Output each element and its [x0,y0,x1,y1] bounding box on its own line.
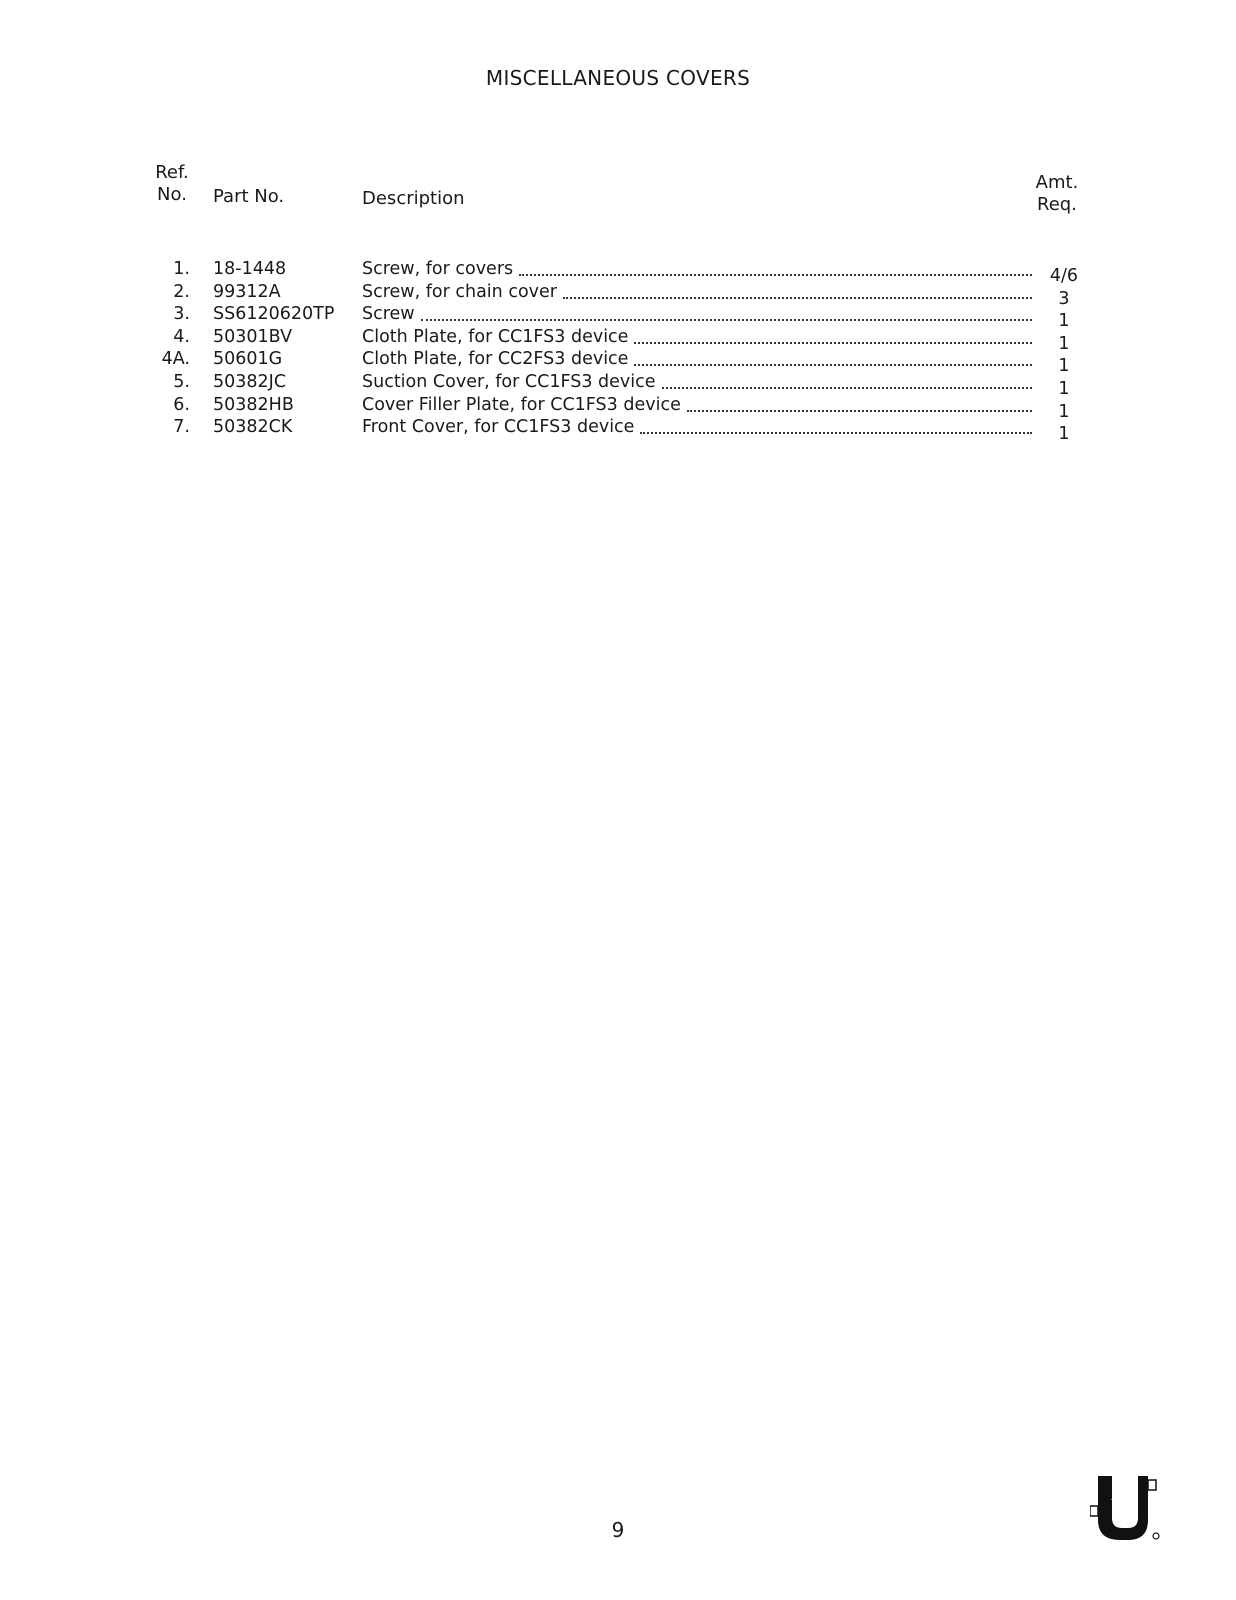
header-amt-line1: Amt. [1035,172,1079,193]
page-title: MISCELLANEOUS COVERS [485,66,751,90]
ref-number: 3. [173,304,190,325]
header-ref-line1: Ref. [155,162,189,183]
part-number: 99312A [213,281,281,302]
quantity: 1 [1058,311,1070,332]
part-number: SS6120620TP [213,304,335,325]
dot-leader [519,274,1032,276]
description-cell [362,303,1032,325]
quantity: 3 [1058,288,1070,309]
part-number: 50382HB [213,394,294,415]
header-amt-line2: Req. [1037,194,1077,215]
description-text: Front Cover, for CC1FS3 device [362,417,635,438]
ref-number: 6. [173,394,190,415]
ref-number: 4A. [161,349,190,370]
description-text: Cover Filler Plate, for CC1FS3 device [362,394,681,415]
description-cell [362,326,1032,348]
dot-leader [634,342,1032,344]
description-text: Screw, for chain cover [362,281,557,302]
table-row [0,281,1236,309]
dot-leader [421,319,1032,321]
page-number: 9 [611,1518,625,1542]
part-number: 50601G [213,349,283,370]
description-text: Cloth Plate, for CC2FS3 device [362,349,629,370]
table-row [0,416,1236,445]
quantity: 1 [1058,333,1070,354]
logo-left-tab [1090,1506,1098,1516]
description-cell [362,394,1032,416]
dot-leader [563,297,1032,299]
part-number: 18-1448 [213,259,287,279]
registered-mark-icon [1153,1533,1159,1539]
description-text: Cloth Plate, for CC1FS3 device [362,326,629,347]
header-ref-no [150,162,194,206]
ref-number: 5. [173,371,190,392]
description-cell [362,371,1032,393]
table-row [0,348,1236,377]
description-cell [362,281,1032,303]
description-cell [362,258,1032,280]
part-number: 50301BV [213,326,293,347]
description-text: Screw [362,304,415,325]
header-part-no: Part No. [213,186,285,207]
ref-number: 7. [173,417,190,438]
table-row [0,394,1236,422]
description-cell [362,416,1032,438]
dot-leader [687,410,1032,412]
quantity: 4/6 [1049,266,1079,286]
quantity: 1 [1058,356,1070,377]
quantity: 1 [1058,401,1070,422]
quantity: 1 [1058,424,1070,445]
description-text: Screw, for covers [362,259,514,279]
part-number: 50382CK [213,417,293,438]
logo-right-tab [1148,1480,1156,1490]
table-row [0,303,1236,332]
ref-number: 2. [173,281,190,302]
union-special-logo-icon [1090,1470,1160,1540]
part-number: 50382JC [213,371,287,392]
quantity: 1 [1058,378,1070,399]
header-ref-line2: No. [157,184,187,205]
dot-leader [634,364,1032,366]
table-row [0,371,1236,399]
description-text: Suction Cover, for CC1FS3 device [362,371,656,392]
description-cell [362,348,1032,370]
header-amount-required [1026,172,1088,216]
table-row [0,258,1236,286]
parts-table [0,258,1236,445]
header-description: Description [362,188,465,209]
dot-leader [640,432,1032,434]
ref-number: 1. [173,259,190,279]
dot-leader [662,387,1032,389]
ref-number: 4. [173,326,190,347]
table-row [0,326,1236,354]
